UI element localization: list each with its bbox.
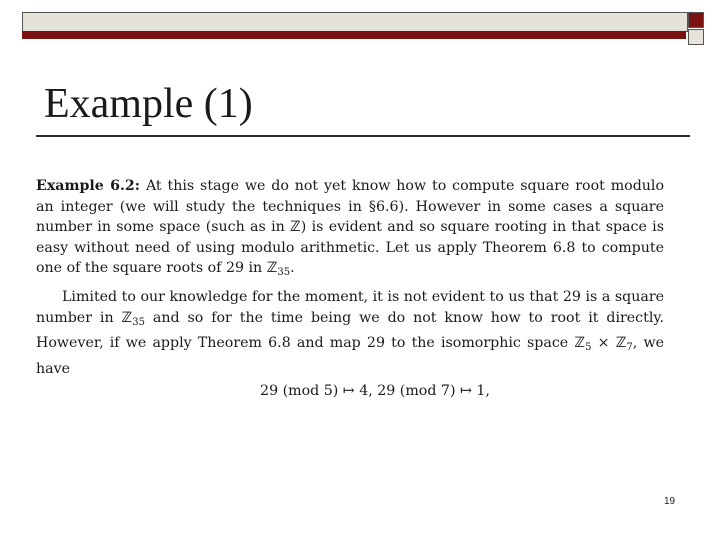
p2-text-2: and so for the time being we do not know how to root it directly. However, if we apply Theorem 6.8 and map 29 to the isomorphic space (36, 309, 664, 352)
integers-symbol: ℤ (290, 219, 301, 236)
title-divider (36, 135, 690, 137)
p2-text-3: , we have (36, 335, 664, 377)
z35-subscript: 35 (132, 316, 145, 328)
times-symbol: × (591, 335, 616, 352)
example-paragraph-1 (36, 176, 664, 284)
corner-square-top (688, 12, 704, 28)
z35-symbol: ℤ (266, 260, 278, 277)
z35-symbol: ℤ (121, 309, 133, 326)
page-number: 19 (664, 496, 676, 507)
example-body (36, 176, 664, 402)
header-accent-stripe (22, 31, 686, 39)
z7-symbol: ℤ (615, 335, 627, 352)
corner-square-bottom (688, 29, 704, 45)
p1-text-1: At this stage we do not yet know how to compute square root modulo an integer (we will study the techniques in §6.6). However in some cases a square number in some space (such as in (36, 178, 665, 236)
z5-symbol: ℤ (574, 335, 586, 352)
z7-subscript: 7 (626, 342, 633, 354)
z35-subscript: 35 (277, 267, 291, 279)
p1-text-2: ) is evident and so square rooting in that space is easy without need of using modulo arithmetic. Let us apply Theorem 6.8 to compute one of the square roots of 29 in (36, 219, 664, 277)
z5-subscript: 5 (585, 342, 592, 354)
example-label: Example 6.2: (36, 178, 141, 194)
p2-text-1: Limited to our knowledge for the moment, it is not evident to us that 29 is a square number in (36, 288, 664, 326)
slide-title: Example (1) (44, 81, 253, 127)
mapping-equation: 29 (mod 5) ↦ 4, 29 (mod 7) ↦ 1, (260, 383, 490, 400)
p1-text-3: . (290, 260, 295, 277)
example-paragraph-2 (36, 287, 664, 379)
header-decor-bar (22, 12, 688, 32)
